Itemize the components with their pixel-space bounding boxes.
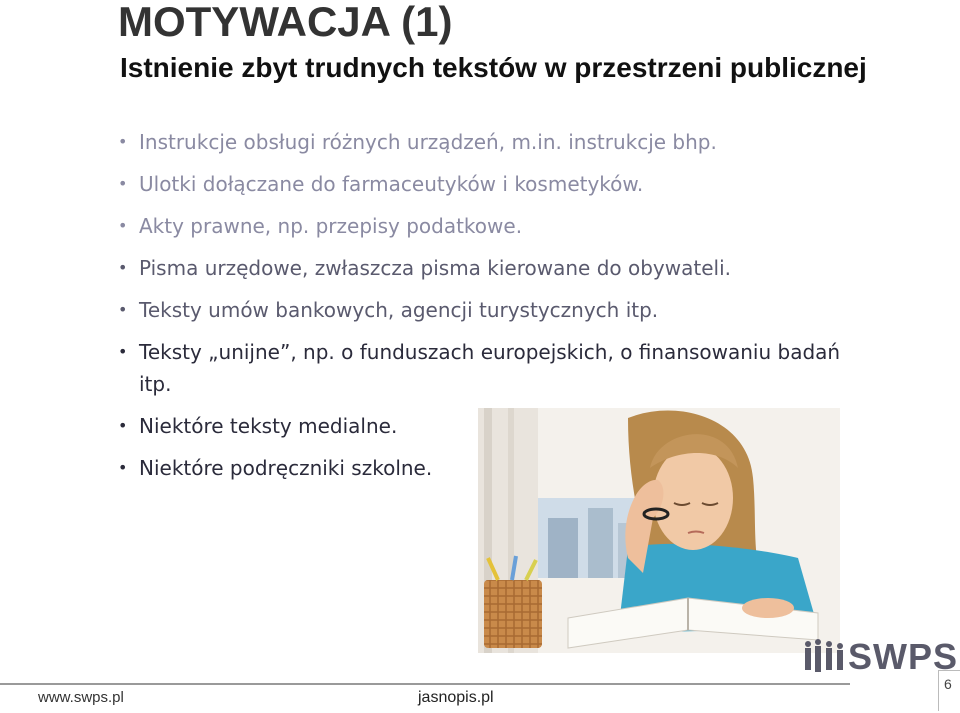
swps-logo <box>800 634 959 682</box>
bullet-text: Akty prawne, np. przepisy podatkowe. <box>139 214 523 238</box>
bullet-icon: • <box>118 258 128 277</box>
list-item <box>112 168 872 200</box>
bullet-icon: • <box>118 174 128 193</box>
bullet-icon: • <box>118 342 128 361</box>
bullet-text: Niektóre teksty medialne. <box>139 414 398 438</box>
list-item <box>112 252 872 284</box>
bullet-icon: • <box>118 458 128 477</box>
student-illustration <box>478 408 840 653</box>
slide-subtitle: Istnienie zbyt trudnych tekstów w przestrzeni publicznej <box>120 52 867 83</box>
list-item <box>112 210 872 242</box>
bullet-icon: • <box>118 216 128 235</box>
list-item <box>112 294 872 326</box>
bullet-icon: • <box>118 132 128 151</box>
bullet-text: Teksty umów bankowych, agencji turystycznych itp. <box>139 298 659 322</box>
bullet-text: Pisma urzędowe, zwłaszcza pisma kierowane do obywateli. <box>139 256 731 280</box>
list-item <box>112 126 872 158</box>
logo-text: SWPS <box>848 636 959 677</box>
student-reading-photo <box>478 408 840 653</box>
footer-source: jasnopis.pl <box>418 689 494 706</box>
bullet-text: Ulotki dołączane do farmaceutyków i kosmetyków. <box>139 172 644 196</box>
footer-divider <box>0 683 850 685</box>
slide-title: MOTYWACJA (1) <box>118 0 453 45</box>
bullet-text: Teksty „unijne”, np. o funduszach europejskich, o finansowaniu badań itp. <box>139 340 841 396</box>
people-icon <box>802 638 846 678</box>
page-number: 6 <box>944 676 952 692</box>
bullet-text: Instrukcje obsługi różnych urządzeń, m.in. instrukcje bhp. <box>139 130 717 154</box>
bullet-icon: • <box>118 416 128 435</box>
bullet-icon: • <box>118 300 128 319</box>
footer-website: www.swps.pl <box>38 689 124 706</box>
bullet-text: Niektóre podręczniki szkolne. <box>139 456 433 480</box>
list-item <box>112 336 872 400</box>
